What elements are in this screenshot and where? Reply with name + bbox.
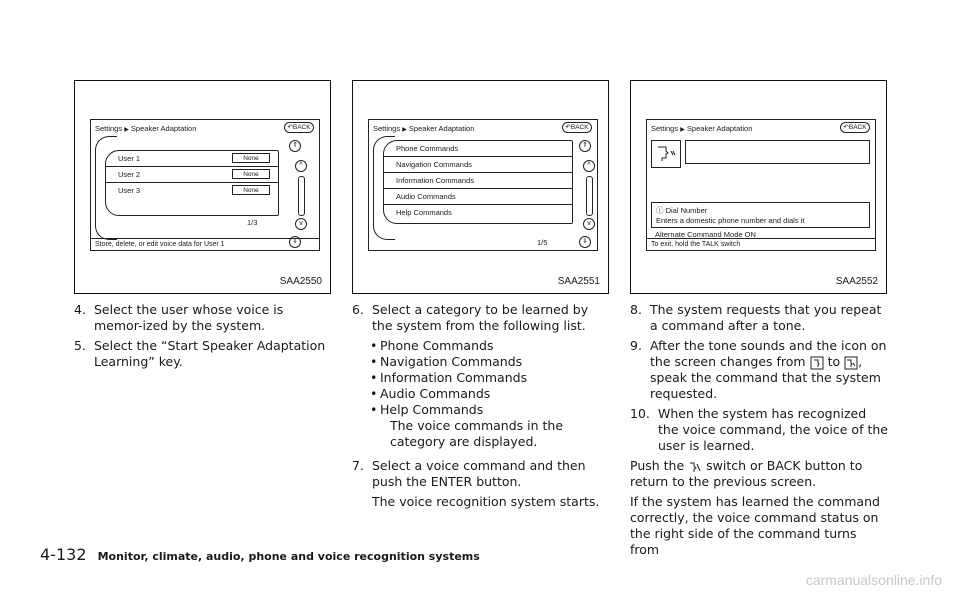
screen-voice-command <box>646 119 876 251</box>
user-list <box>105 150 279 216</box>
text-column-1 <box>74 302 332 374</box>
text-column-2 <box>352 302 610 510</box>
step-10: 10. When the system has recognized the voice command, the voice of the user is learned. <box>630 406 888 453</box>
back-arrow-icon: ↶ <box>287 124 293 131</box>
push-talk-instruction: Push the switch or BACK button to return to the previous screen. <box>630 458 863 489</box>
scroll-up-icon: ^ <box>583 160 595 172</box>
scroll-bottom-icon: ⇓ <box>579 236 591 248</box>
final-paragraph: If the system has learned the command correctly, the voice command status on the right side of the command turns from <box>630 494 880 557</box>
screen-header: Settings ▶ Speaker Adaptation <box>95 124 197 133</box>
screen-speaker-adaptation-users <box>90 119 320 251</box>
bullet-item: • Audio Commands <box>352 386 610 402</box>
step-8: 8. The system requests that you repeat a command after a tone. <box>630 302 882 333</box>
command-title: ⓘ Dial Number <box>656 206 708 215</box>
figure-saa2552 <box>630 80 887 294</box>
none-button: None <box>232 169 270 179</box>
list-item: User 1 None <box>106 151 278 167</box>
step-6: 6. Select a category to be learned by the system from the following list. <box>352 302 589 333</box>
page-number: 4-132 <box>40 545 87 564</box>
step-5: 5. Select the “Start Speaker Adaptation Learning” key. <box>74 338 326 369</box>
section-title: Monitor, climate, audio, phone and voice recognition systems <box>97 550 480 563</box>
bullet-item: • Information Commands <box>352 370 610 386</box>
step-7-note: The voice recognition system starts. <box>372 494 600 509</box>
step-4: 4. Select the user whose voice is memor-ized by the system. <box>74 302 284 333</box>
list-item: Information Commands <box>384 173 572 189</box>
page-footer <box>40 545 480 564</box>
watermark: carmanualsonline.info <box>805 572 942 588</box>
scroll-down-icon: v <box>295 218 307 230</box>
scroll-top-icon: ⇑ <box>579 140 591 152</box>
list-item: Help Commands <box>396 208 452 217</box>
back-button: ↶BACK <box>562 122 592 133</box>
figure-label: SAA2551 <box>557 276 600 287</box>
page-indicator: 1/5 <box>537 238 548 247</box>
none-button: None <box>232 153 270 163</box>
figure-label: SAA2550 <box>279 276 322 287</box>
voice-speaking-icon <box>844 356 858 370</box>
screen-header: Settings ▶ Speaker Adaptation <box>651 124 753 133</box>
bullet-item: • Phone Commands <box>352 338 610 354</box>
alternate-mode-status: Alternate Command Mode ON <box>655 230 756 239</box>
info-icon: ⓘ <box>656 206 664 215</box>
scroll-slider <box>298 176 305 216</box>
bullet-item: • Help Commands <box>352 402 610 418</box>
back-button: ↶BACK <box>840 122 870 133</box>
back-button: ↶BACK <box>284 122 314 133</box>
text-column-3 <box>630 302 888 562</box>
category-list <box>383 140 573 224</box>
scroll-top-icon: ⇑ <box>289 140 301 152</box>
list-item: Phone Commands <box>384 141 572 157</box>
voice-waiting-icon <box>810 356 824 370</box>
screen-command-categories <box>368 119 598 251</box>
figure-label: SAA2552 <box>835 276 878 287</box>
screen-footer: To exit, hold the TALK switch <box>647 238 875 250</box>
list-item: Audio Commands <box>384 189 572 205</box>
screen-header: Settings ▶ Speaker Adaptation <box>373 124 475 133</box>
bullet-item: • Navigation Commands <box>352 354 610 370</box>
voice-waiting-icon-box <box>651 140 681 168</box>
scroll-slider <box>586 176 593 216</box>
list-item: User 2 None <box>106 167 278 183</box>
page-indicator: 1/3 <box>247 218 258 227</box>
back-arrow-icon: ↶ <box>565 124 571 131</box>
none-button: None <box>232 185 270 195</box>
scroll-up-icon: ^ <box>295 160 307 172</box>
bullet-note: The voice commands in the category are displayed. <box>390 418 564 449</box>
command-description: Enters a domestic phone number and dials it <box>656 216 805 225</box>
screen-footer: Store, delete, or edit voice data for User 1 <box>91 238 319 250</box>
command-info-box <box>651 202 870 228</box>
scroll-bottom-icon: ⇓ <box>289 236 301 248</box>
list-item: User 3 None <box>106 183 278 199</box>
talk-switch-icon <box>688 460 702 474</box>
recognition-display <box>685 140 870 164</box>
step-9: 9. After the tone sounds and the icon on the screen changes from to , speak the command that the system requested. <box>630 338 887 401</box>
list-item: Navigation Commands <box>384 157 572 173</box>
scroll-down-icon: v <box>583 218 595 230</box>
figure-saa2551 <box>352 80 609 294</box>
figure-saa2550 <box>74 80 331 294</box>
step-7: 7. Select a voice command and then push the ENTER button. <box>352 458 586 489</box>
speaking-head-icon <box>652 141 680 167</box>
back-arrow-icon: ↶ <box>843 124 849 131</box>
